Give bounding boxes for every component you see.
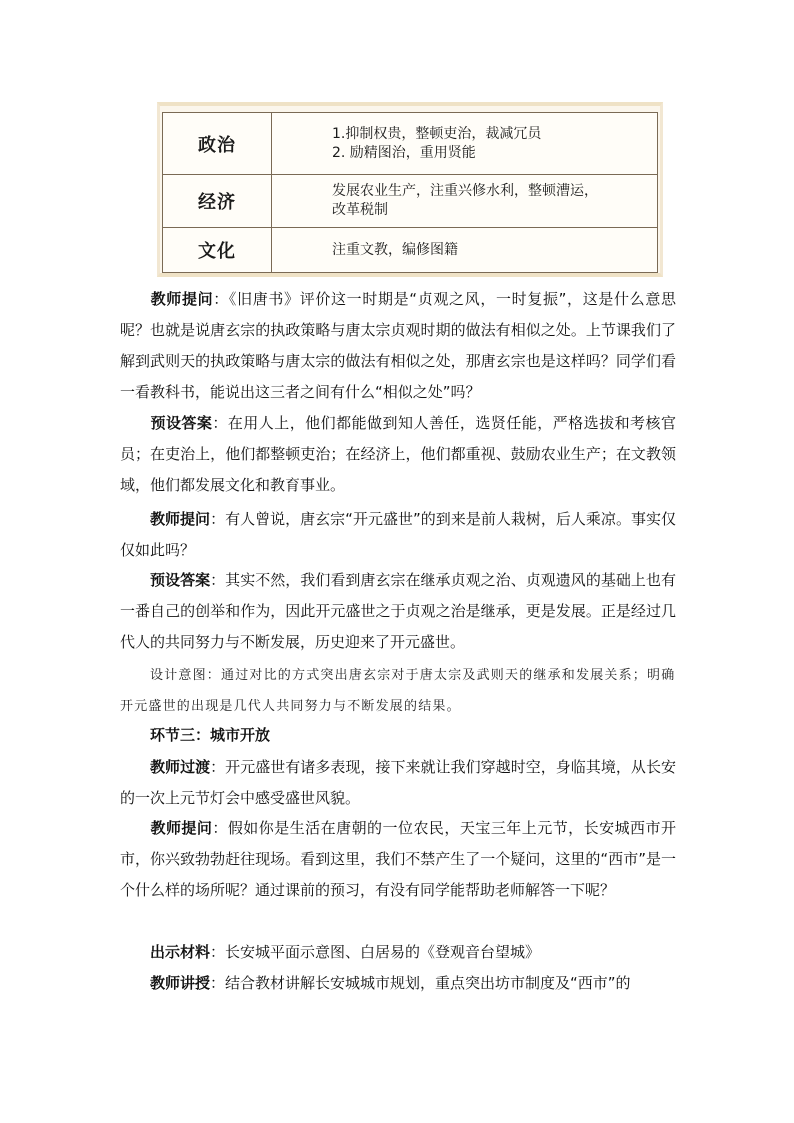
paragraph-text: ：开元盛世有诸多表现，接下来就让我们穿越时空，身临其境，从长安的一次上元节灯会中感受盛世风貌。: [120, 758, 676, 807]
description-line: 改革税制: [332, 202, 388, 218]
paragraph-text: ：结合教材讲解长安城城市规划，重点突出坊市制度及“西市”的: [210, 974, 631, 992]
paragraph-teacher-lecture: [120, 968, 676, 999]
paragraph-preset-answer-1: [120, 408, 676, 501]
table-cell-description: [272, 175, 658, 228]
paragraph-text: ：其实不然，我们看到唐玄宗在继承贞观之治、贞观遗风的基础上也有一番自己的创举和作为，因此开元盛世之于贞观之治是继承，更是发展。正是经过几代人的共同努力与不断发展，历史迎来了开元盛世。: [120, 571, 676, 651]
table-cell-category: 经济: [163, 175, 272, 228]
table-cell-description: [272, 113, 658, 175]
paragraph-label: 教师提问: [150, 510, 211, 528]
paragraph-text: ：长安城平面示意图、白居易的《登观音台望城》: [210, 943, 541, 961]
table-cell-description: [272, 228, 658, 273]
policy-table: [162, 112, 658, 273]
paragraph-teacher-question-2: [120, 504, 676, 566]
paragraph-label: 教师提问: [150, 290, 214, 308]
paragraph-text: ：有人曾说，唐玄宗“开元盛世”的到来是前人栽树，后人乘凉。事实仅仅如此吗？: [120, 510, 676, 559]
paragraph-text: ：假如你是生活在唐朝的一位农民，天宝三年上元节，长安城西市开市，你兴致勃勃赶往现场。看到这里，我们不禁产生了一个疑问，这里的“西市”是一个什么样的场所呢？通过课前的预习，有没有同学能帮助老师解答一下呢？: [120, 819, 676, 899]
section-title: 环节三：城市开放: [150, 726, 271, 744]
table-row: [163, 175, 658, 228]
table-cell-category: 政治: [163, 113, 272, 175]
paragraph-text: ：在用人上，他们都能做到知人善任，选贤任能，严格选拔和考核官员；在吏治上，他们都整顿吏治；在经济上，他们都重视、鼓励农业生产；在文教领域，他们都发展文化和教育事业。: [120, 414, 676, 494]
paragraph-label: 教师过渡: [150, 758, 211, 776]
design-intent-note: [120, 660, 676, 722]
description-line: 1.抑制权贵，整顿吏治，裁减冗员: [332, 125, 542, 142]
paragraph-teacher-question-3: [120, 813, 676, 906]
table-row: [163, 113, 658, 175]
section-heading: [120, 720, 676, 751]
paragraph-label: 出示材料: [150, 943, 211, 961]
description-line: 2. 励精图治，重用贤能: [332, 144, 476, 161]
note-text: 设计意图：通过对比的方式突出唐玄宗对于唐太宗及武则天的继承和发展关系；明确开元盛世的出现是几代人共同努力与不断发展的结果。: [120, 668, 676, 714]
paragraph-text: ：《旧唐书》评价这一时期是“贞观之风，一时复振”，这是什么意思呢？也就是说唐玄宗的执政策略与唐太宗贞观时期的做法有相似之处。上节课我们了解到武则天的执政策略与唐太宗的做法有相似之处，那唐玄宗也是这样吗？同学们看一看教科书，能说出这三者之间有什么“相似之处”吗？: [120, 290, 676, 401]
table-row: [163, 228, 658, 273]
table-cell-category: 文化: [163, 228, 272, 273]
paragraph-show-material: [120, 937, 676, 968]
paragraph-preset-answer-2: [120, 565, 676, 658]
policy-table-frame: [157, 102, 663, 277]
paragraph-label: 教师提问: [150, 819, 213, 837]
paragraph-teacher-transition: [120, 752, 676, 814]
paragraph-label: 教师讲授: [150, 974, 211, 992]
paragraph-label: 预设答案: [150, 414, 213, 432]
description-line: 发展农业生产，注重兴修水利，整顿漕运，: [332, 183, 598, 199]
description-line: 注重文教，编修图籍: [332, 241, 458, 258]
paragraph-label: 预设答案: [150, 571, 211, 589]
paragraph-teacher-question-1: [120, 284, 676, 408]
